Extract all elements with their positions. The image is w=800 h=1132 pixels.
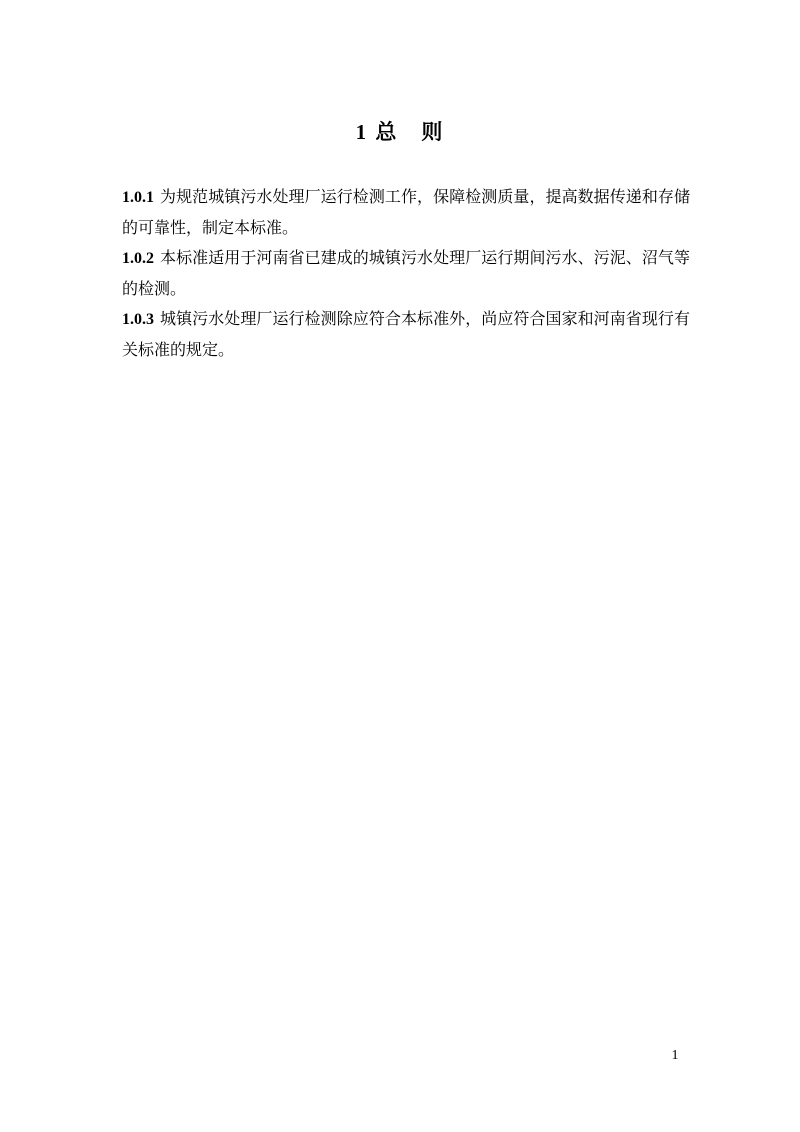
clause-number: 1.0.2: [122, 250, 154, 267]
clause-number: 1.0.1: [122, 189, 154, 206]
clause-paragraph: [122, 183, 690, 244]
clause-paragraph: [122, 305, 690, 366]
clause-number: 1.0.3: [122, 311, 154, 328]
clause-paragraph: [122, 244, 690, 305]
page-number: 1: [671, 1048, 679, 1063]
section-title: 1 总 则: [355, 120, 445, 144]
clause-text: 本标准适用于河南省已建成的城镇污水处理厂运行期间污水、污泥、沼气等的检测。: [122, 250, 690, 298]
document-body: [122, 183, 690, 366]
clause-text: 城镇污水处理厂运行检测除应符合本标准外，尚应符合国家和河南省现行有关标准的规定。: [122, 311, 690, 359]
clause-text: 为规范城镇污水处理厂运行检测工作，保障检测质量，提高数据传递和存储的可靠性，制定本标准。: [122, 189, 690, 237]
